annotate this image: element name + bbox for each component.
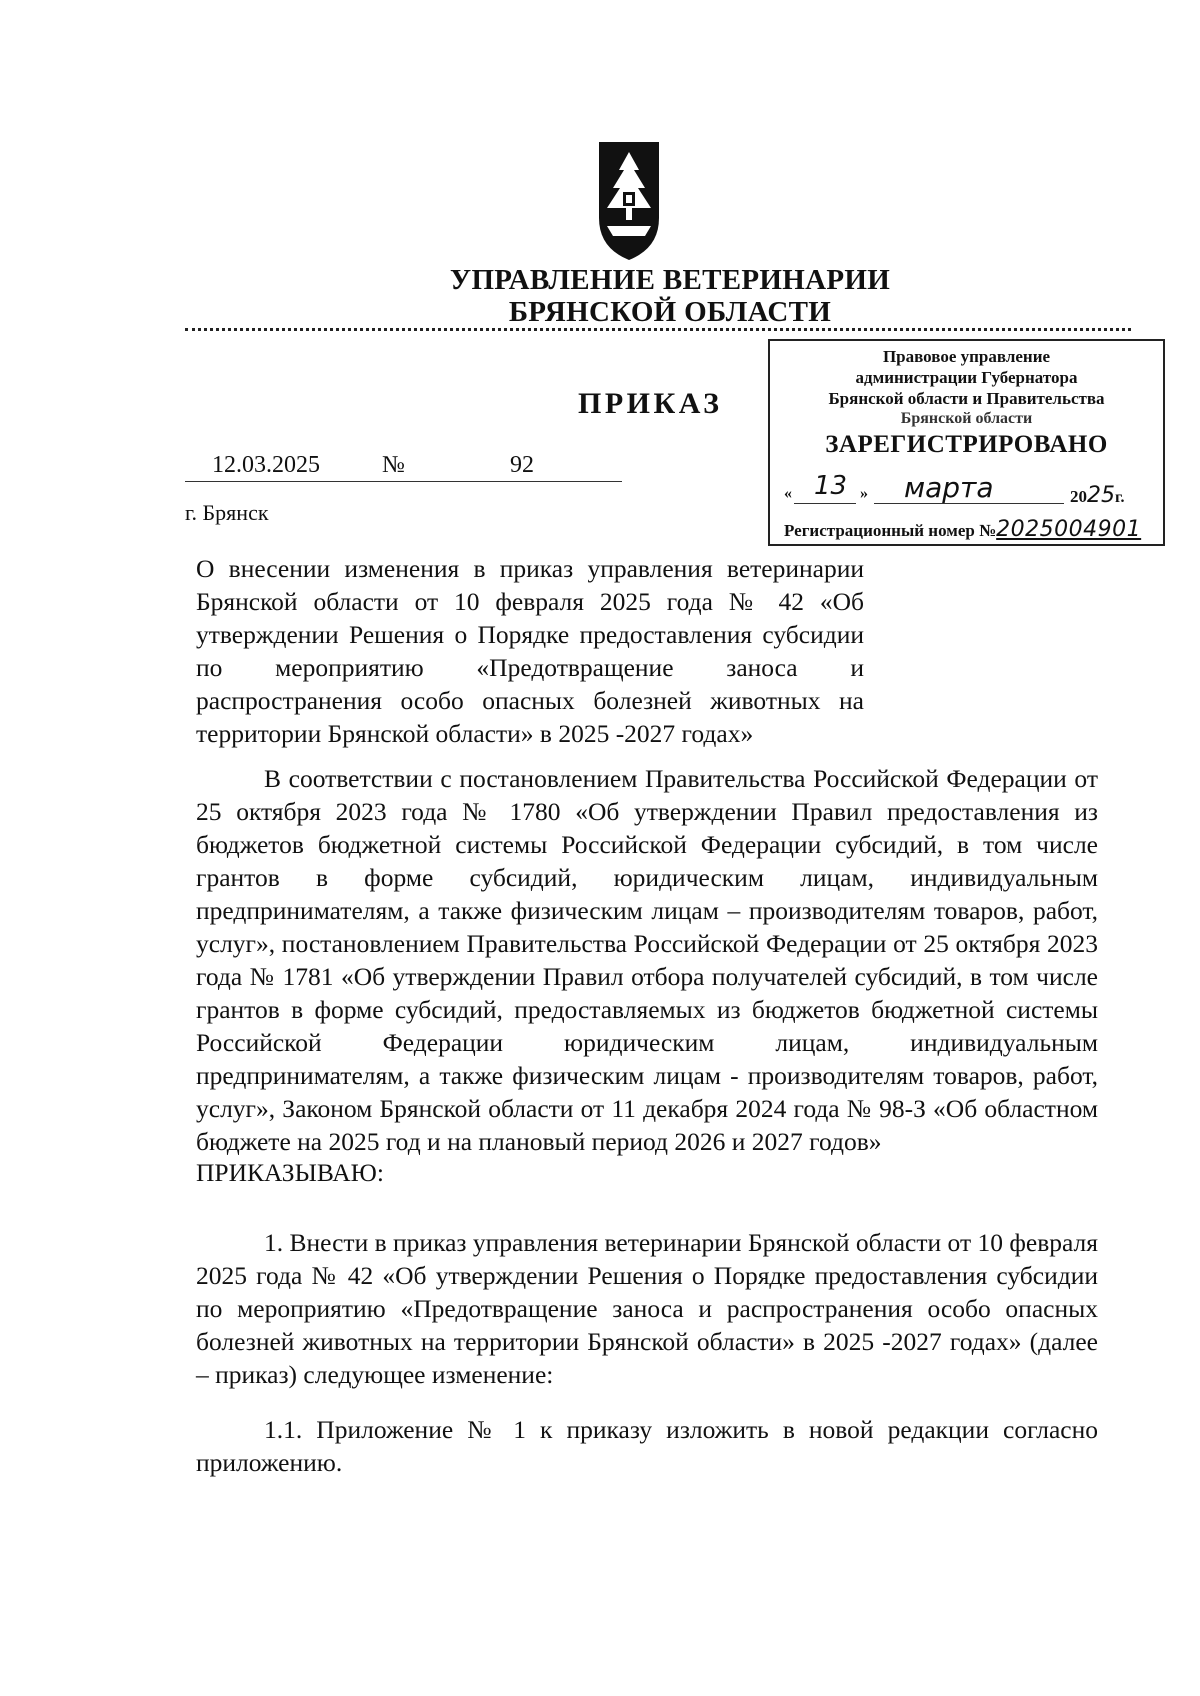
organization-name-line2: БРЯНСКОЙ ОБЛАСТИ [508, 296, 832, 328]
order-item-1: 1. Внести в приказ управления ветеринарии Брянской области от 10 февраля 2025 года № 42 «Об утверждении Решения о Порядке предоставления субсидии по мероприятию «Предотвращение заноса и распространения особо опасных болезней животных на территории Брянской области» в 2025 -2027 годах» (далее – приказ) следующее изменение: [196, 1228, 1098, 1389]
date-number-line [185, 452, 622, 484]
stamp-day-underline [794, 503, 856, 504]
stamp-year-prefix: 20 [1070, 487, 1087, 506]
stamp-quote-open: « [784, 485, 792, 502]
stamp-line1: Правовое управление [882, 347, 1051, 366]
stamp-registered: ЗАРЕГИСТРИРОВАНО [825, 431, 1108, 458]
order-word: ПРИКАЗЫВАЮ: [196, 1158, 384, 1187]
stamp-day: 13 [814, 471, 848, 501]
coat-of-arms-emblem [597, 140, 661, 262]
stamp-line2: администрации Губернатора [855, 368, 1078, 387]
order-item-1-1: 1.1. Приложение № 1 к приказу изложить в новой редакции согласно приложению. [196, 1415, 1098, 1477]
stamp-line3: Брянской области и Правительства [828, 389, 1105, 408]
preamble-paragraph: В соответствии с постановлением Правительства Российской Федерации от 25 октября 2023 года № 1780 «Об утверждении Правил предоставления из бюджетов бюджетной системы Российской Федерации субсидий, в том числе грантов в форме субсидий, юридическим лицам, индивидуальным предпринимателям, а также физическим лицам – производителям товаров, работ, услуг», постановлением Правительства Российской Федерации от 25 октября 2023 года № 1781 «Об утверждении Правил отбора получателей субсидий, в том числе грантов в форме субсидий, предоставляемых из бюджетов бюджетной системы Российской Федерации юридическим лицам, индивидуальным предпринимателям, а также физическим лицам - производителям товаров, работ, услуг», Законом Брянской области от 11 декабря 2024 года № 98-З «Об областном бюджете на 2025 год и на плановый период 2026 и 2027 годов» [196, 764, 1098, 1156]
organization-name-line1: УПРАВЛЕНИЕ ВЕТЕРИНАРИИ [449, 264, 891, 296]
document-date: 12.03.2025 [212, 452, 320, 478]
stamp-reg-number-line [784, 517, 1141, 542]
stamp-year [1070, 483, 1124, 508]
stamp-year-unit: г. [1115, 489, 1125, 506]
registration-stamp [768, 339, 1165, 546]
stamp-reg-number: 2025004901 [996, 517, 1142, 542]
document-type: ПРИКАЗ [578, 387, 723, 420]
city: г. Брянск [185, 500, 269, 525]
stamp-year-suffix: 25 [1087, 483, 1115, 508]
stamp-date-line [784, 473, 1154, 507]
header-divider [185, 328, 1131, 331]
number-label: № [382, 452, 405, 478]
stamp-quote-close: » [860, 485, 868, 502]
stamp-month: марта [904, 471, 994, 504]
stamp-reg-label: Регистрационный номер № [784, 521, 997, 540]
document-number: 92 [510, 452, 534, 478]
date-number-underline [185, 481, 622, 482]
stamp-line4: Брянской области [900, 410, 1033, 427]
document-title: О внесении изменения в приказ управления ветеринарии Брянской области от 10 февраля 2025 года № 42 «Об утверждении Решения о Порядке предоставления субсидии по мероприятию «Предотвращение заноса и распространения особо опасных болезней животных на территории Брянской области» в 2025 -2027 годах» [196, 554, 864, 748]
